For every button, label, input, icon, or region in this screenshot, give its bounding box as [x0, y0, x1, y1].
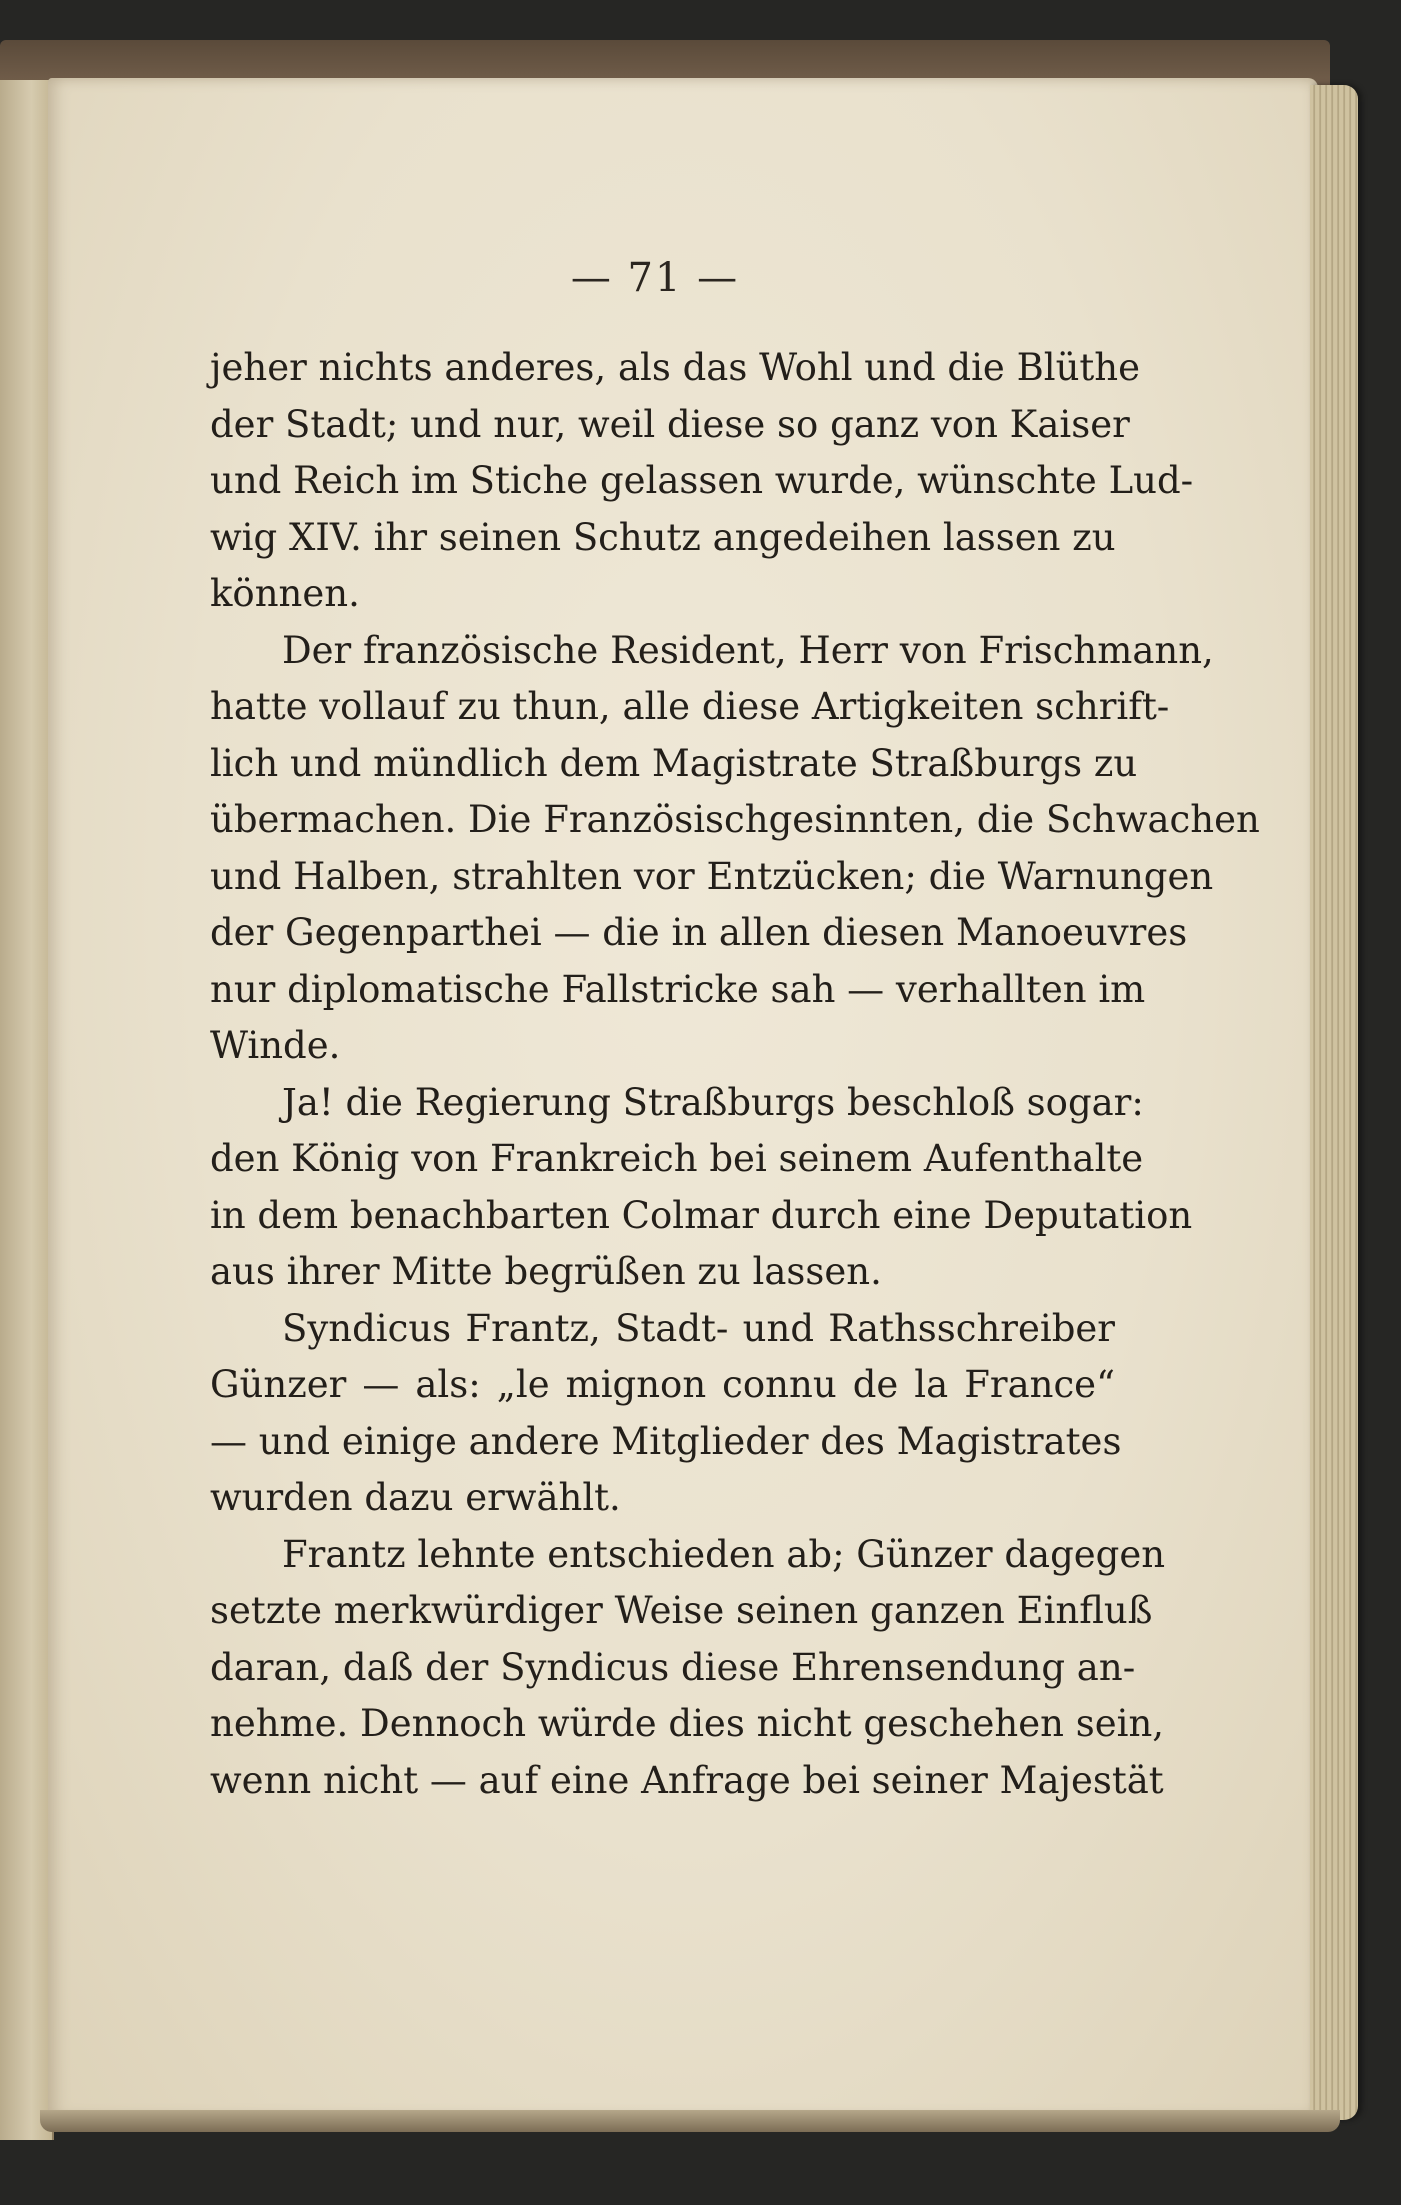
- text-line: der Stadt; und nur, weil diese so ganz von Kaiser: [210, 402, 1130, 446]
- text-line: lich und mündlich dem Magistrate Straßburgs zu: [210, 741, 1138, 785]
- text-line: Günzer — als: „le mignon connu de la France“: [210, 1363, 1115, 1406]
- text-line: und Halben, strahlten vor Entzücken; die Warnungen: [210, 854, 1214, 898]
- text-line: den König von Frankreich bei seinem Aufenthalte: [210, 1137, 1144, 1180]
- text-line: Syndicus Frantz, Stadt- und Rathsschreiber: [282, 1306, 1115, 1350]
- text-line: wig XIV. ihr seinen Schutz angedeihen lassen zu: [210, 515, 1116, 559]
- page-number: — 71 —: [570, 255, 740, 301]
- text-line: Ja! die Regierung Straßburgs beschloß sogar:: [282, 1080, 1144, 1124]
- text-line: hatte vollauf zu thun, alle diese Artigkeiten schrift-: [210, 685, 1170, 728]
- text-line: in dem benachbarten Colmar durch eine Deputation: [210, 1193, 1193, 1237]
- text-line: übermachen. Die Französischgesinnten, die Schwachen: [210, 798, 1260, 841]
- page-stack-edge: [1310, 85, 1358, 2120]
- text-line: aus ihrer Mitte begrüßen zu lassen.: [210, 1250, 882, 1293]
- text-line: Winde.: [210, 1024, 341, 1067]
- text-line: nur diplomatische Fallstricke sah — verhallten im: [210, 967, 1146, 1011]
- text-line: Der französische Resident, Herr von Frischmann,: [282, 628, 1214, 672]
- text-line: nehme. Dennoch würde dies nicht geschehen sein,: [210, 1702, 1165, 1745]
- body-text: [210, 340, 1260, 1809]
- text-line: — und einige andere Mitglieder des Magistrates: [210, 1419, 1122, 1463]
- text-line: Frantz lehnte entschieden ab; Günzer dagegen: [282, 1532, 1166, 1576]
- text-line: setzte merkwürdiger Weise seinen ganzen Einfluß: [210, 1589, 1153, 1632]
- book-bottom-edge: [40, 2110, 1340, 2132]
- text-line: wenn nicht — auf eine Anfrage bei seiner Majestät: [210, 1758, 1164, 1802]
- text-line: daran, daß der Syndicus diese Ehrensendung an-: [210, 1645, 1136, 1689]
- left-page-edge: [0, 80, 54, 2140]
- text-line: wurden dazu erwählt.: [210, 1476, 621, 1519]
- text-line: jeher nichts anderes, als das Wohl und die Blüthe: [210, 346, 1141, 389]
- text-line: und Reich im Stiche gelassen wurde, wünschte Lud-: [210, 459, 1194, 502]
- text-line: können.: [210, 572, 360, 615]
- text-line: der Gegenparthei — die in allen diesen Manoeuvres: [210, 911, 1188, 954]
